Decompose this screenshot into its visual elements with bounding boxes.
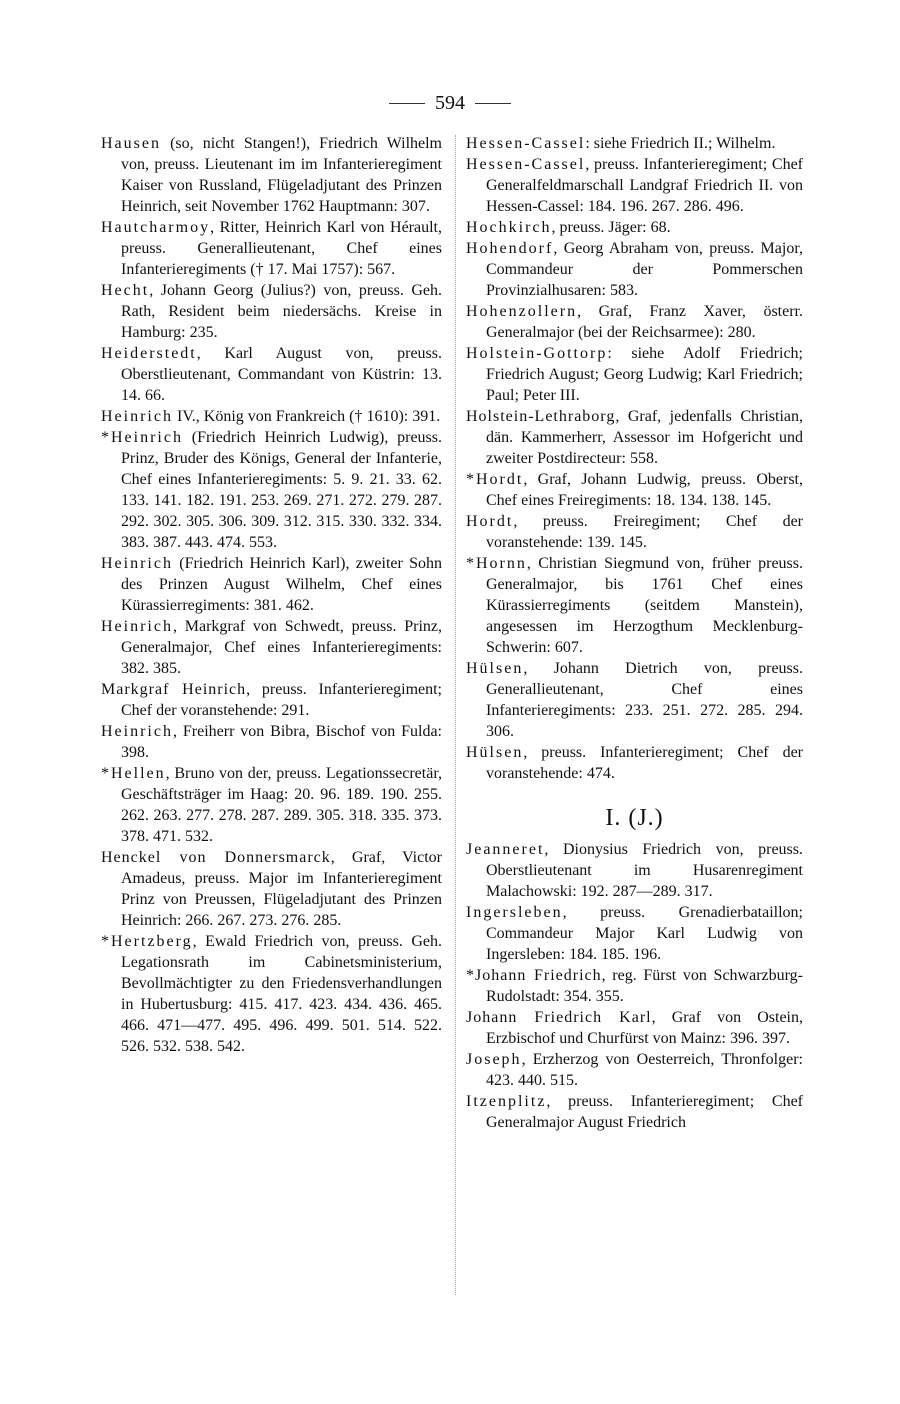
entry-headword: Hecht [101,282,150,299]
entry-headword: Holstein-Gottorp [466,345,608,362]
entry-headword: Holstein-Lethraborg [466,408,616,425]
index-entry [466,902,803,965]
index-entry [466,511,803,553]
entry-text: : siehe Friedrich II.; Wilhelm. [585,135,776,152]
index-entry [101,616,442,679]
index-entry [466,553,803,658]
section-heading: I. (J.) [605,805,664,831]
right-column [466,133,803,1133]
entry-headword: *Johann Friedrich [466,967,602,984]
index-entry [466,1091,803,1133]
index-entry [466,742,803,784]
entry-text: , reg. Fürst von Schwarzburg-Rudolstadt: 354. 355. [486,967,803,1005]
index-entry [466,133,803,154]
entry-headword: Heiderstedt [101,345,197,362]
entry-text: , preuss. Grenadierbataillon; Commandeur Major Karl Ludwig von Ingersleben: 184. 185. 196. [486,904,803,963]
index-entry [466,301,803,343]
index-entry [101,931,442,1057]
index-entry [466,839,803,902]
entry-headword: Hochkirch [466,219,552,236]
entry-headword: *Hornn [466,555,527,572]
index-entry [466,406,803,469]
index-entry [466,343,803,406]
index-entry [101,133,442,217]
entry-headword: *Hertzberg [101,933,193,950]
index-entry [101,721,442,763]
entry-text: , Karl August von, preuss. Oberstlieutenant, Commandant von Küstrin: 13. 14. 66. [121,345,442,404]
entry-headword: Itzenplitz [466,1093,547,1110]
entry-headword: *Hordt [466,471,524,488]
entry-headword: *Hellen [101,765,166,782]
entry-headword: Hordt [466,513,514,530]
entry-text: (Friedrich Heinrich Karl), zweiter Sohn des Prinzen August Wilhelm, Chef eines Kürassierregiments: 381. 462. [121,555,442,614]
index-entry [466,1007,803,1049]
entry-text: , preuss. Infanterieregiment; Chef der voranstehende: 291. [121,681,443,719]
entry-text: , Bruno von der, preuss. Legationssecretär, Geschäftsträger im Haag: 20. 96. 189. 190. 255. 262. 263. 277. 278. 287. 289. 305. 318. 335. 373. 378. 471. 532. [121,765,442,845]
index-entry [101,553,442,616]
index-entry [466,217,803,238]
entry-text: , Graf, Franz Xaver, österr. Generalmajor (bei der Reichsarmee): 280. [486,303,803,341]
entry-headword: Henckel von Donnersmarck [101,849,331,866]
header-dash-right [475,103,511,104]
entry-text: , Johann Dietrich von, preuss. Generallieutenant, Chef eines Infanterieregiments: 233. 251. 272. 285. 294. 306. [486,660,803,740]
entry-headword: Hülsen [466,744,524,761]
right-column-entries-after [466,839,803,1133]
entry-text: IV., König von Frankreich († 1610): 391. [172,408,441,425]
left-column [101,133,442,1057]
entry-headword: Heinrich [101,408,173,425]
index-entry [101,763,442,847]
entry-text: (Friedrich Heinrich Ludwig), preuss. Prinz, Bruder des Königs, General der Infanterie, Chef eines Infanterieregiments: 5. 9. 21. 33. 62. 133. 141. 182. 191. 253. 269. 271. 272. 279. 287. 292. 302. 305. 306. 309. 312. 315. 330. 332. 334. 383. 387. 443. 474. 553. [121,429,442,551]
entry-text: , Ewald Friedrich von, preuss. Geh. Legationsrath im Cabinetsministerium, Bevollmächtigter zu den Friedensverhandlungen in Hubertusburg: 415. 417. 423. 434. 436. 465. 466. 471—477. 495. 496. 499. 501. 514. 522. 526. 532. 538. 542. [121,933,442,1055]
entry-text: , preuss. Infanterieregiment; Chef Generalmajor August Friedrich [486,1093,803,1131]
entry-headword: Hohenzollern [466,303,578,320]
index-entry [466,238,803,301]
index-entry [466,965,803,1007]
entry-headword: *Heinrich [101,429,183,446]
entry-text: , Ritter, Heinrich Karl von Hérault, preuss. Generallieutenant, Chef eines Infanterieregiments († 17. Mai 1757): 567. [121,219,442,278]
index-entry [466,1049,803,1091]
index-entry [101,679,442,721]
entry-headword: Johann Friedrich Karl [466,1009,652,1026]
entry-headword: Jeanneret [466,841,545,858]
entry-headword: Heinrich [101,555,173,572]
entry-text: (so, nicht Stangen!), Friedrich Wilhelm von, preuss. Lieutenant im im Infanterieregiment Kaiser von Russland, Flügeladjutant des Prinzen Heinrich, seit November 1762 Hauptmann: 307. [121,135,442,215]
entry-text: , Graf, Johann Ludwig, preuss. Oberst, Chef eines Freiregiments: 18. 134. 138. 145. [486,471,803,509]
entry-headword: Hohendorf [466,240,554,257]
entry-text: , Graf, Victor Amadeus, preuss. Major im Infanterieregiment Prinz von Preussen, Flügeladjutant des Prinzen Heinrich: 266. 267. 273. 276. 285. [121,849,442,929]
entry-text: , Georg Abraham von, preuss. Major, Commandeur der Pommerschen Provinzialhusaren: 583. [486,240,803,299]
entry-headword: Joseph [466,1051,522,1068]
index-entry [466,469,803,511]
index-entry [466,658,803,742]
index-entry [101,847,442,931]
entry-headword: Hessen-Cassel [466,156,586,173]
column-divider [455,135,456,1295]
entry-headword: Heinrich [101,618,173,635]
right-column-entries [466,133,803,784]
entry-text: , Graf, jedenfalls Christian, dän. Kammerherr, Assessor im Hofgericht und zweiter Postdirecteur: 558. [486,408,803,467]
entry-text: , preuss. Freiregiment; Chef der voranstehende: 139. 145. [486,513,803,551]
header-dash-left [389,103,425,104]
entry-text: , Freiherr von Bibra, Bischof von Fulda: 398. [121,723,442,761]
index-entry [101,406,442,427]
entry-headword: Ingersleben [466,904,563,921]
entry-text: , Erzherzog von Oesterreich, Thronfolger: 423. 440. 515. [486,1051,803,1089]
entry-headword: Hautcharmoy [101,219,211,236]
entry-text: , Graf von Ostein, Erzbischof und Churfürst von Mainz: 396. 397. [486,1009,803,1047]
page-header [0,92,900,115]
page-number: 594 [435,92,465,114]
entry-headword: Heinrich [101,723,173,740]
index-entry [101,280,442,343]
index-entry [466,154,803,217]
index-entry [101,427,442,553]
entry-headword: Hülsen [466,660,524,677]
entry-headword: Hausen [101,135,161,152]
entry-text: : siehe Adolf Friedrich; Friedrich August; Georg Ludwig; Karl Friedrich; Paul; Peter III. [486,345,803,404]
entry-text: , preuss. Infanterieregiment; Chef Generalfeldmarschall Landgraf Friedrich II. von Hessen-Cassel: 184. 196. 267. 286. 496. [486,156,803,215]
entry-text: , Johann Georg (Julius?) von, preuss. Geh. Rath, Resident beim niedersächs. Kreise in Hamburg: 235. [121,282,442,341]
entry-text: , preuss. Jäger: 68. [551,219,671,236]
entry-text: , preuss. Infanterieregiment; Chef der voranstehende: 474. [486,744,803,782]
entry-text: , Dionysius Friedrich von, preuss. Oberstlieutenant im Husarenregiment Malachowski: 192. 287—289. 317. [486,841,803,900]
index-entry [101,217,442,280]
entry-headword: Markgraf Heinrich [101,681,247,698]
entry-text: , Markgraf von Schwedt, preuss. Prinz, Generalmajor, Chef eines Infanterieregiments: 382. 385. [121,618,442,677]
index-entry [101,343,442,406]
entry-headword: Hessen-Cassel [466,135,586,152]
entry-text: , Christian Siegmund von, früher preuss. Generalmajor, bis 1761 Chef eines Kürassierregiments (seitdem Manstein), angesessen im Herzogthum Mecklenburg-Schwerin: 607. [486,555,803,656]
